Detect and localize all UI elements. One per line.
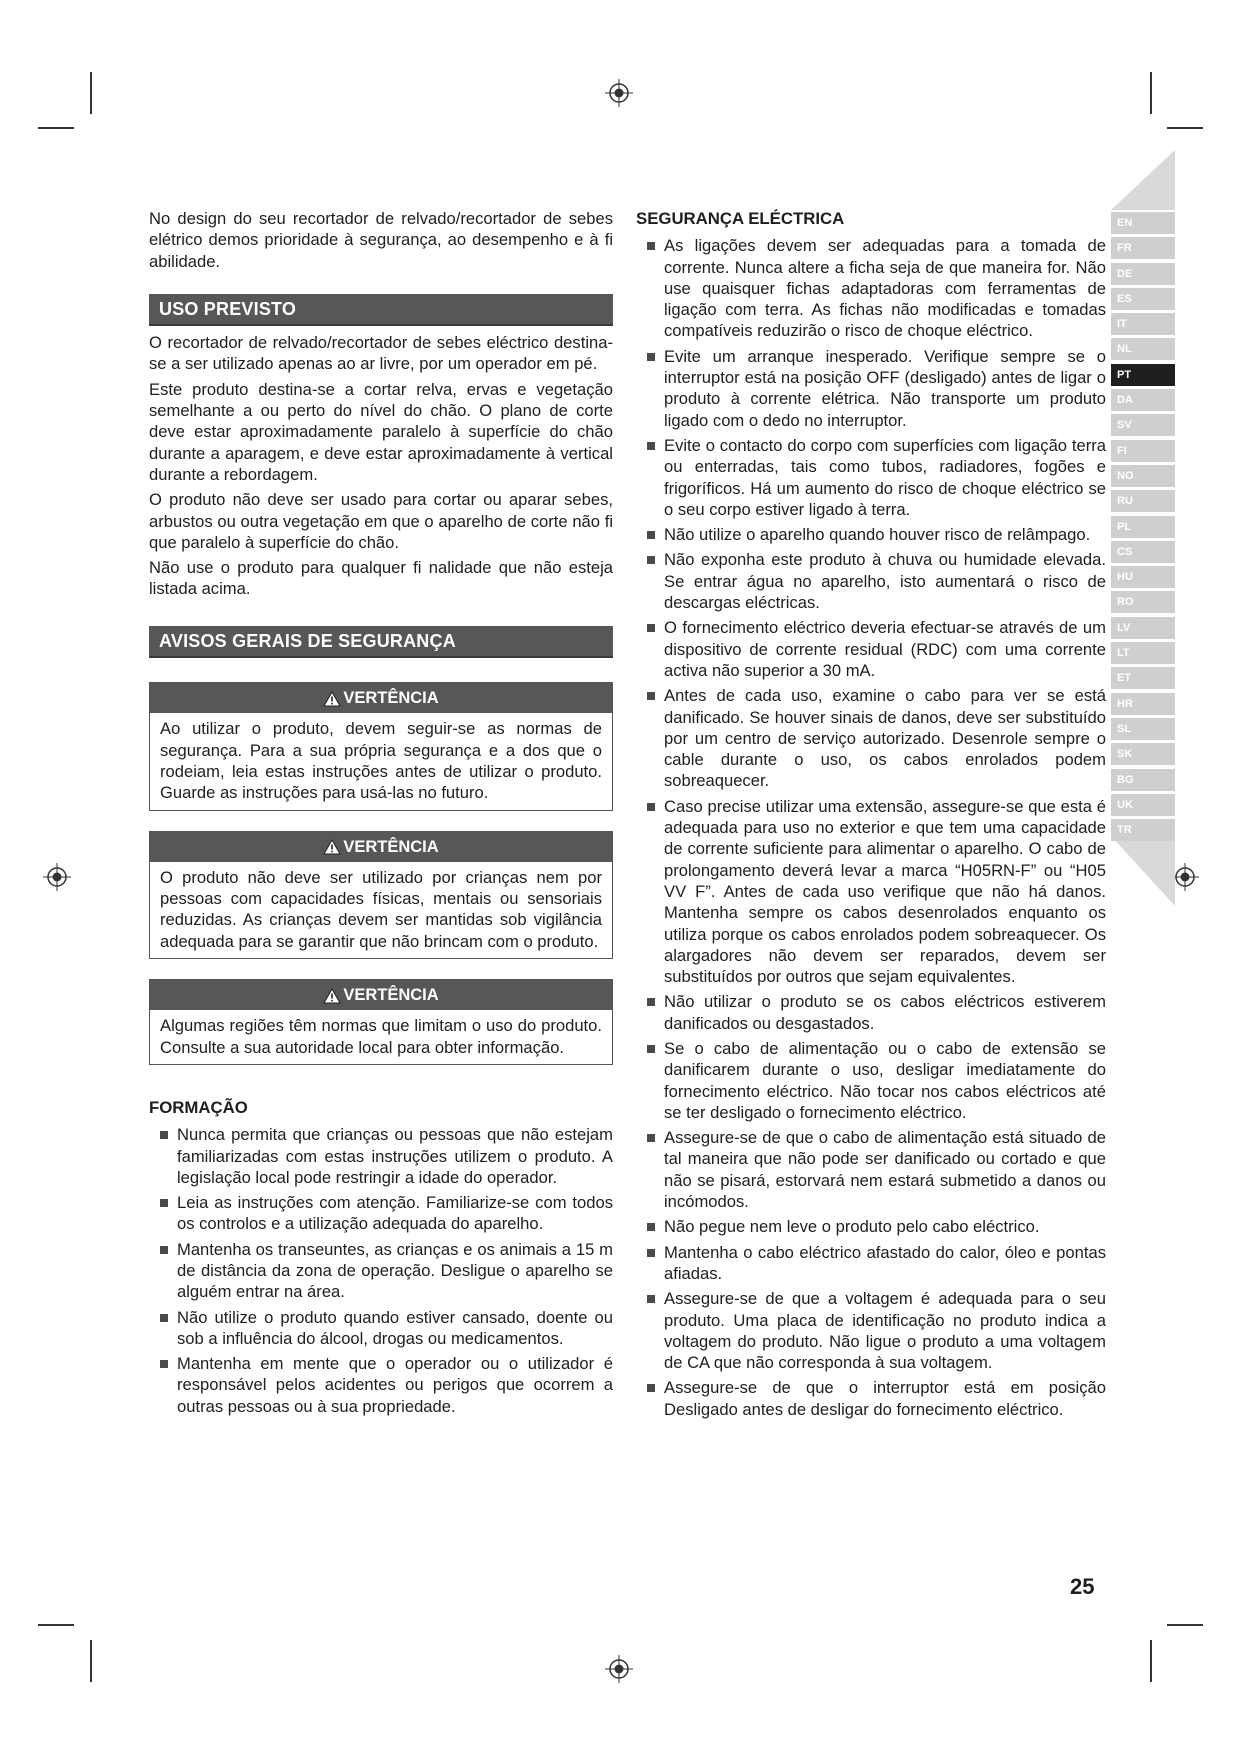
language-tab-nl: NL: [1111, 338, 1175, 360]
language-tab-sv: SV: [1111, 414, 1175, 436]
crop-mark: [1167, 1624, 1203, 1626]
language-tab-uk: UK: [1111, 794, 1175, 816]
language-tab-fr: FR: [1111, 237, 1175, 259]
warning-box: [149, 682, 613, 810]
language-tab-da: DA: [1111, 389, 1175, 411]
crop-mark: [90, 1640, 92, 1682]
language-tab-hr: HR: [1111, 693, 1175, 715]
warning-label: VERTÊNCIA: [343, 689, 439, 708]
page-number: 25: [1070, 1574, 1095, 1599]
warning-header: [150, 683, 612, 713]
uso-paragraph: O recortador de relvado/recortador de sebes eléctrico destina-se a ser utilizado apenas ao ar livre, por um operador em pé.: [149, 333, 613, 374]
list-item: Mantenha em mente que o operador ou o utilizador é responsável pelos acidentes ou perigos que ocorrem a outras pessoas ou à sua propriedade.: [177, 1354, 613, 1416]
language-tab-lv: LV: [1111, 617, 1175, 639]
list-item: Mantenha o cabo eléctrico afastado do calor, óleo e pontas afiadas.: [664, 1242, 1106, 1283]
list-item: Caso precise utilizar uma extensão, assegure-se que esta é adequada para uso no exterior e que tem uma capacidade de corrente suficiente para alimentar o aparelho. O cabo de prolongamento deverá levar a marca “H05RN-F” ou “H05 VV F”. Antes de cada uso verifique que não há danos. Mantenha sempre os cabos desenrolados enquanto os utiliza porque os cabos enrolados podem sobreaquecer. Os alargadores não devem ser reparados, devem ser substituídos por outros que sejam equivalentes.: [664, 796, 1106, 987]
language-tab-bg: BG: [1111, 769, 1175, 791]
seguranca-heading: SEGURANÇA ELÉCTRICA: [636, 209, 845, 228]
warning-label: VERTÊNCIA: [343, 986, 439, 1005]
list-item: Assegure-se de que a voltagem é adequada para o seu produto. Uma placa de identificação no produto indica a voltagem do produto. Não ligue o produto a uma voltagem de CA que não corresponda à sua voltagem.: [664, 1289, 1106, 1373]
list-item: Assegure-se de que o cabo de alimentação está situado de tal maneira que não pode ser danificado ou cortado e que não se pisará, estorvará nem estará submetido a danos ou incómodos.: [664, 1128, 1106, 1212]
list-item: Evite o contacto do corpo com superfícies com ligação terra ou enterradas, tais como tubos, radiadores, fogões e frigoríficos. Há um aumento do risco de choque eléctrico se o seu corpo estiver ligado à terra.: [664, 435, 1106, 519]
warning-text: O produto não deve ser utilizado por crianças nem por pessoas com capacidades físicas, mentais ou sensoriais reduzidas. As crianças devem ser mantidas sob vigilância adequada para se garantir que não brincam com o produto.: [160, 867, 602, 951]
warning-box: [149, 979, 613, 1065]
language-tabs: [1111, 212, 1175, 844]
intro-paragraph: No design do seu recortador de relvado/recortador de sebes elétrico demos prioridade à segurança, ao desempenho e à fi abilidade.: [149, 209, 613, 271]
language-tab-bottom-triangle: [1111, 836, 1175, 906]
formacao-heading: FORMAÇÃO: [149, 1097, 248, 1117]
list-item: Assegure-se de que o interruptor está em posição Desligado antes de desligar do fornecimento eléctrico.: [664, 1378, 1106, 1419]
list-item: Não exponha este produto à chuva ou humidade elevada. Se entrar água no aparelho, isto aumentará o risco de descargas eléctricas.: [664, 550, 1106, 613]
list-item: Não utilize o produto quando estiver cansado, doente ou sob a influência do álcool, drogas ou medicamentos.: [177, 1307, 613, 1348]
list-item: O fornecimento eléctrico deveria efectuar-se através de um dispositivo de corrente residual (RDC) com uma corrente activa não superior a 30 mA.: [664, 618, 1106, 680]
list-item: Leia as instruções com atenção. Familiarize-se com todos os controlos e a utilização adequada do aparelho.: [177, 1193, 613, 1234]
list-item: Antes de cada uso, examine o cabo para ver se está danificado. Se houver sinais de danos, deve ser substituído por um centro de serviço autorizado. Desenrole sempre o cable durante o uso, os cabos enrolados podem sobreaquecer.: [664, 686, 1106, 791]
language-tab-pl: PL: [1111, 516, 1175, 538]
language-tab-ro: RO: [1111, 591, 1175, 613]
registration-mark-icon: [604, 1654, 634, 1684]
language-tab-de: DE: [1111, 263, 1175, 285]
warning-triangle-icon: [323, 691, 341, 707]
warning-triangle-icon: [323, 839, 341, 855]
language-tab-sk: SK: [1111, 743, 1175, 765]
list-item: Não utilizar o produto se os cabos eléctricos estiverem danificados ou desgastados.: [664, 992, 1106, 1033]
language-tab-no: NO: [1111, 465, 1175, 487]
list-item: Nunca permita que crianças ou pessoas que não estejam familiarizadas com estas instruções utilizem o produto. A legislação local pode restringir a idade do operador.: [177, 1125, 613, 1187]
uso-paragraph: Este produto destina-se a cortar relva, ervas e vegetação semelhante a ou perto do nível do chão. O plano de corte deve estar aproximadamente paralelo à superfície do chão durante a aparagem, e deve estar aproximadamente à vertical durante a rebordagem.: [149, 379, 613, 484]
crop-mark: [1167, 127, 1203, 129]
language-tab-hu: HU: [1111, 566, 1175, 588]
warning-text: Algumas regiões têm normas que limitam o uso do produto. Consulte a sua autoridade local para obter informação.: [160, 1016, 602, 1057]
language-tab-sl: SL: [1111, 718, 1175, 740]
avisos-heading: AVISOS GERAIS DE SEGURANÇA: [149, 626, 613, 658]
crop-mark: [38, 127, 74, 129]
formacao-list: [149, 1124, 613, 1417]
language-tab-top-triangle: [1111, 150, 1175, 210]
list-item: As ligações devem ser adequadas para a tomada de corrente. Nunca altere a ficha seja de que maneira for. Não use quaisquer fichas adaptadoras com ferramentas de ligação com terra. As fichas não modificadas e tomadas compatíveis reduzirão o risco de choque eléctrico.: [664, 236, 1106, 341]
crop-mark: [90, 72, 92, 114]
list-item: Evite um arranque inesperado. Verifique sempre se o interruptor está na posição OFF (desligado) antes de ligar o produto à corrente elétrica. Não transporte um produto ligado com o dedo no interruptor.: [664, 346, 1106, 430]
list-item: Não pegue nem leve o produto pelo cabo eléctrico.: [664, 1216, 1106, 1237]
registration-mark-icon: [604, 78, 634, 108]
list-item: Não utilize o aparelho quando houver risco de relâmpago.: [664, 524, 1106, 545]
language-tab-ru: RU: [1111, 490, 1175, 512]
list-item: Mantenha os transeuntes, as crianças e os animais a 15 m de distância da zona de operação. Desligue o aparelho se alguém entrar na área.: [177, 1239, 613, 1302]
warning-header: [150, 832, 612, 862]
list-item: Se o cabo de alimentação ou o cabo de extensão se danificarem durante o uso, desligar imediatamente do fornecimento eléctrico. Não tocar nos cabos eléctricos até se ter desligado o fornecimento eléctrico.: [664, 1038, 1106, 1122]
crop-mark: [1150, 72, 1152, 114]
language-tab-en: EN: [1111, 212, 1175, 234]
warning-header: [150, 980, 612, 1010]
language-tab-it: IT: [1111, 313, 1175, 335]
language-tab-pt: PT: [1111, 364, 1175, 386]
language-tab-lt: LT: [1111, 642, 1175, 664]
warning-triangle-icon: [323, 988, 341, 1004]
crop-mark: [38, 1624, 74, 1626]
uso-paragraph: O produto não deve ser usado para cortar ou aparar sebes, arbustos ou outra vegetação em que o aparelho de corte não fi que paralelo à superfície do chão.: [149, 490, 613, 552]
left-column: [149, 208, 613, 1421]
uso-previsto-heading: USO PREVISTO: [149, 294, 613, 326]
crop-mark: [1150, 1640, 1152, 1682]
uso-paragraph: Não use o produto para qualquer fi nalidade que não esteja listada acima.: [149, 558, 613, 599]
language-tab-fi: FI: [1111, 440, 1175, 462]
language-tab-et: ET: [1111, 667, 1175, 689]
warning-text: Ao utilizar o produto, devem seguir-se as normas de segurança. Para a sua própria segurança e a dos que o rodeiam, leia estas instruções antes de utilizar o produto. Guarde as instruções para usá-las no futuro.: [160, 719, 602, 803]
right-column: [636, 208, 1106, 1424]
language-tab-cs: CS: [1111, 541, 1175, 563]
language-tab-es: ES: [1111, 288, 1175, 310]
warning-label: VERTÊNCIA: [343, 837, 439, 856]
warning-box: [149, 831, 613, 959]
seguranca-list: [636, 235, 1106, 1420]
registration-mark-icon: [42, 862, 72, 892]
language-tab-tr: TR: [1111, 819, 1175, 841]
